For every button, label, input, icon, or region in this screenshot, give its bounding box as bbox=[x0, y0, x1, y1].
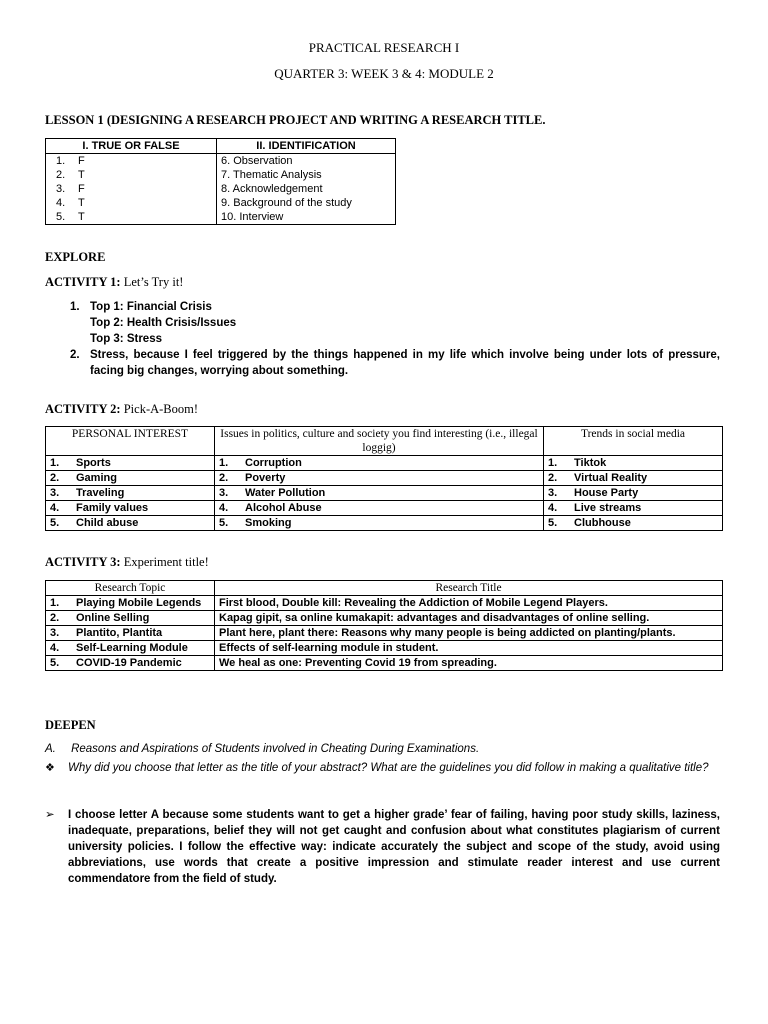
activity3-title: ACTIVITY 3: Experiment title! bbox=[45, 555, 209, 569]
table-row: 4. Family values 4. Alcohol Abuse 4. Live streams bbox=[46, 501, 723, 516]
research-title-header: Research Title bbox=[215, 581, 723, 596]
table-row: 2. Online Selling Kapag gipit, sa online kumakapit: advantages and disadvantages of online selling. bbox=[46, 611, 723, 626]
answer-table bbox=[45, 138, 396, 225]
activity1-title: ACTIVITY 1: Let’s Try it! bbox=[45, 275, 184, 289]
deepen-item-a: A. Reasons and Aspirations of Students involved in Cheating During Examinations. bbox=[45, 743, 480, 755]
table-row: 3. F 8. Acknowledgement bbox=[46, 182, 396, 196]
table-row: 1. Sports 1. Corruption 1. Tiktok bbox=[46, 456, 723, 471]
table-row: 5. Child abuse 5. Smoking 5. Clubhouse bbox=[46, 516, 723, 531]
arrow-bullet-icon: ➢ bbox=[45, 809, 55, 821]
activity1-item-1: 1. Top 1: Financial Crisis Top 2: Health Crisis/Issues Top 3: Stress bbox=[70, 301, 237, 345]
deepen-question: ❖ Why did you choose that letter as the title of your abstract? What are the guidelines you did follow in making a qualitative title? bbox=[45, 762, 709, 774]
page-subtitle: QUARTER 3: WEEK 3 & 4: MODULE 2 bbox=[274, 66, 494, 81]
issues-header: Issues in politics, culture and society you find interesting (i.e., illegal loggig) bbox=[215, 427, 544, 456]
table-row: 3. Plantito, Plantita Plant here, plant there: Reasons why many people is being addicted on planting/plants. bbox=[46, 626, 723, 641]
table-row: 1. Playing Mobile Legends First blood, Double kill: Revealing the Addiction of Mobile Legend Players. bbox=[46, 596, 723, 611]
trends-header: Trends in social media bbox=[544, 427, 723, 456]
table-row: 4. T 9. Background of the study bbox=[46, 196, 396, 210]
lesson-title: LESSON 1 (DESIGNING A RESEARCH PROJECT AND WRITING A RESEARCH TITLE. bbox=[45, 113, 546, 127]
identification-header: II. IDENTIFICATION bbox=[217, 139, 396, 154]
tf-header: I. TRUE OR FALSE bbox=[46, 139, 217, 154]
table-row: 3. Traveling 3. Water Pollution 3. House Party bbox=[46, 486, 723, 501]
activity1-item-2: 2. Stress, because I feel triggered by the things happened in my life which involve being under lots of pressure, facing big changes, worrying about something. bbox=[70, 349, 720, 377]
table-row: 2. Gaming 2. Poverty 2. Virtual Reality bbox=[46, 471, 723, 486]
table-row: 5. T 10. Interview bbox=[46, 210, 396, 225]
research-topic-header: Research Topic bbox=[46, 581, 215, 596]
activity3-table bbox=[45, 580, 723, 671]
table-row: 5. COVID-19 Pandemic We heal as one: Preventing Covid 19 from spreading. bbox=[46, 656, 723, 671]
explore-heading: EXPLORE bbox=[45, 250, 106, 264]
page-title: PRACTICAL RESEARCH I bbox=[308, 40, 460, 55]
deepen-answer: ➢ I choose letter A because some students want to get a higher grade’ fear of failing, having poor study skills, laziness, inadequate, preparations, belief they will not get caught and confusion about what constitutes plagiarism of current university policies. I follow the effective way: indicate accurately the subject and scope of the study, avoid using abbreviations, use words that create a positive impression and stimulate reader interest and use current commendatore from the field of study. bbox=[45, 809, 720, 885]
deepen-heading: DEEPEN bbox=[45, 718, 96, 732]
personal-interest-header: PERSONAL INTEREST bbox=[46, 427, 215, 456]
activity2-table bbox=[45, 426, 723, 531]
activity2-title: ACTIVITY 2: Pick-A-Boom! bbox=[45, 402, 199, 416]
diamond-bullet-icon: ❖ bbox=[45, 762, 55, 774]
table-row: 4. Self-Learning Module Effects of self-learning module in student. bbox=[46, 641, 723, 656]
table-row: 2. T 7. Thematic Analysis bbox=[46, 168, 396, 182]
table-row: 1. F 6. Observation bbox=[46, 154, 396, 169]
